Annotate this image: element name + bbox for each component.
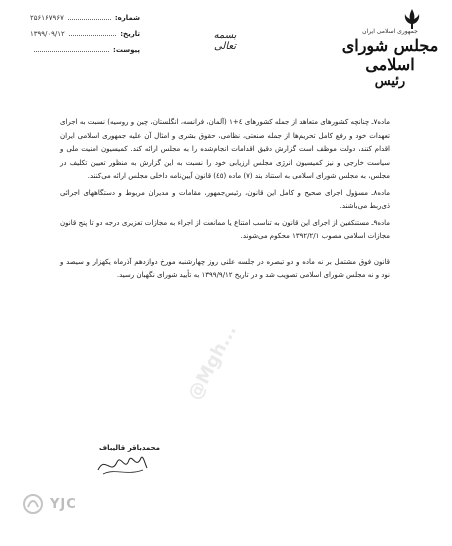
letterhead-title: مجلس شورای اسلامی [341,36,439,74]
number-label: شماره: [114,14,140,22]
letterhead-top-line: جمهوری اسلامی ایران [362,28,418,35]
yjc-label: YJC [50,496,77,512]
signature-scribble [95,450,150,478]
yjc-watermark [22,493,77,515]
attachment-label: پیوست: [113,46,140,54]
date-label: تاریخ: [120,30,140,38]
article-8-paragraph: ماده۸ـ مسؤول اجرای صحیح و کامل این قانون، رئیس‌جمهور، مقامات و مدیران مربوط و دستگاههای اجرائی ذی‌ربط می‌باشند. [60,188,390,210]
article-7-paragraph: ماده۷ـ چنانچه کشورهای متعاهد از جمله کشورهای ٤+١ (آلمان، فرانسه، انگلستان، چین و روسیه) نسبت به اجرای تعهدات خود و رفع کامل تحریم‌ها از جمله صنعتی، نظامی، حقوق بشری و امثال آن علیه جمهوری اسلامی ایران اقدام کنند، دولت موظف است گزارش دقیق اقدامات انجام‌شده را به مجلس ارائه کند. کمیسیون امنیت ملی و سیاست خارجی و نیز کمیسیون انرژی مجلس ارزیابی خود را نسبت به این گزارش به منظور تعیین تکلیف در مجلس، به مجلس شورای اسلامی به استناد بند (۷) ماده (٤٥) قانون آیین‌نامه داخلی مجلس ارائه می‌کنند. [60,118,391,180]
parliament-letterhead [340,28,440,89]
meta-date-row [30,26,140,42]
article-9-paragraph: ماده۹ـ مستنکفین از اجرای این قانون به تناسب امتناع یا ممانعت از اجراء به مجازات تعزیری درجه دو تا پنج قانون مجازات اسلامی مصوب ۱۳۹۲/۲/۱ محکوم می‌شوند. [60,218,390,240]
iran-emblem-icon [402,8,422,30]
yjc-logo-icon [22,493,44,515]
letterhead-subtitle: رئیس [374,74,406,89]
bismillah-heading: بسمه تعالی [213,30,237,52]
number-value: ۲۵۶۱۶۷۹۶۷ [30,14,64,22]
date-value: ۱۳۹۹/۰۹/۱۲ [30,30,65,38]
meta-attachment-row [30,42,140,58]
dotted-line [68,11,111,20]
letter-body [60,116,390,286]
closing-paragraph: قانون فوق مشتمل بر نه ماده و دو تبصره در جلسه علنی روز چهارشنبه مورخ دوازدهم آذرماه یکهزار و سیصد و نود و نه مجلس شورای اسلامی تصویب شد و در تاریخ ۱۳۹۹/۹/۱۲ به تأیید شورای نگهبان رسید. [60,257,390,279]
meta-number-row [30,10,140,26]
signatory-name: محمدباقر قالیباف [98,444,160,452]
dotted-line [69,27,116,36]
diagonal-watermark: @Mgh... [183,321,241,404]
dotted-line [34,43,109,52]
letter-meta [30,10,140,58]
